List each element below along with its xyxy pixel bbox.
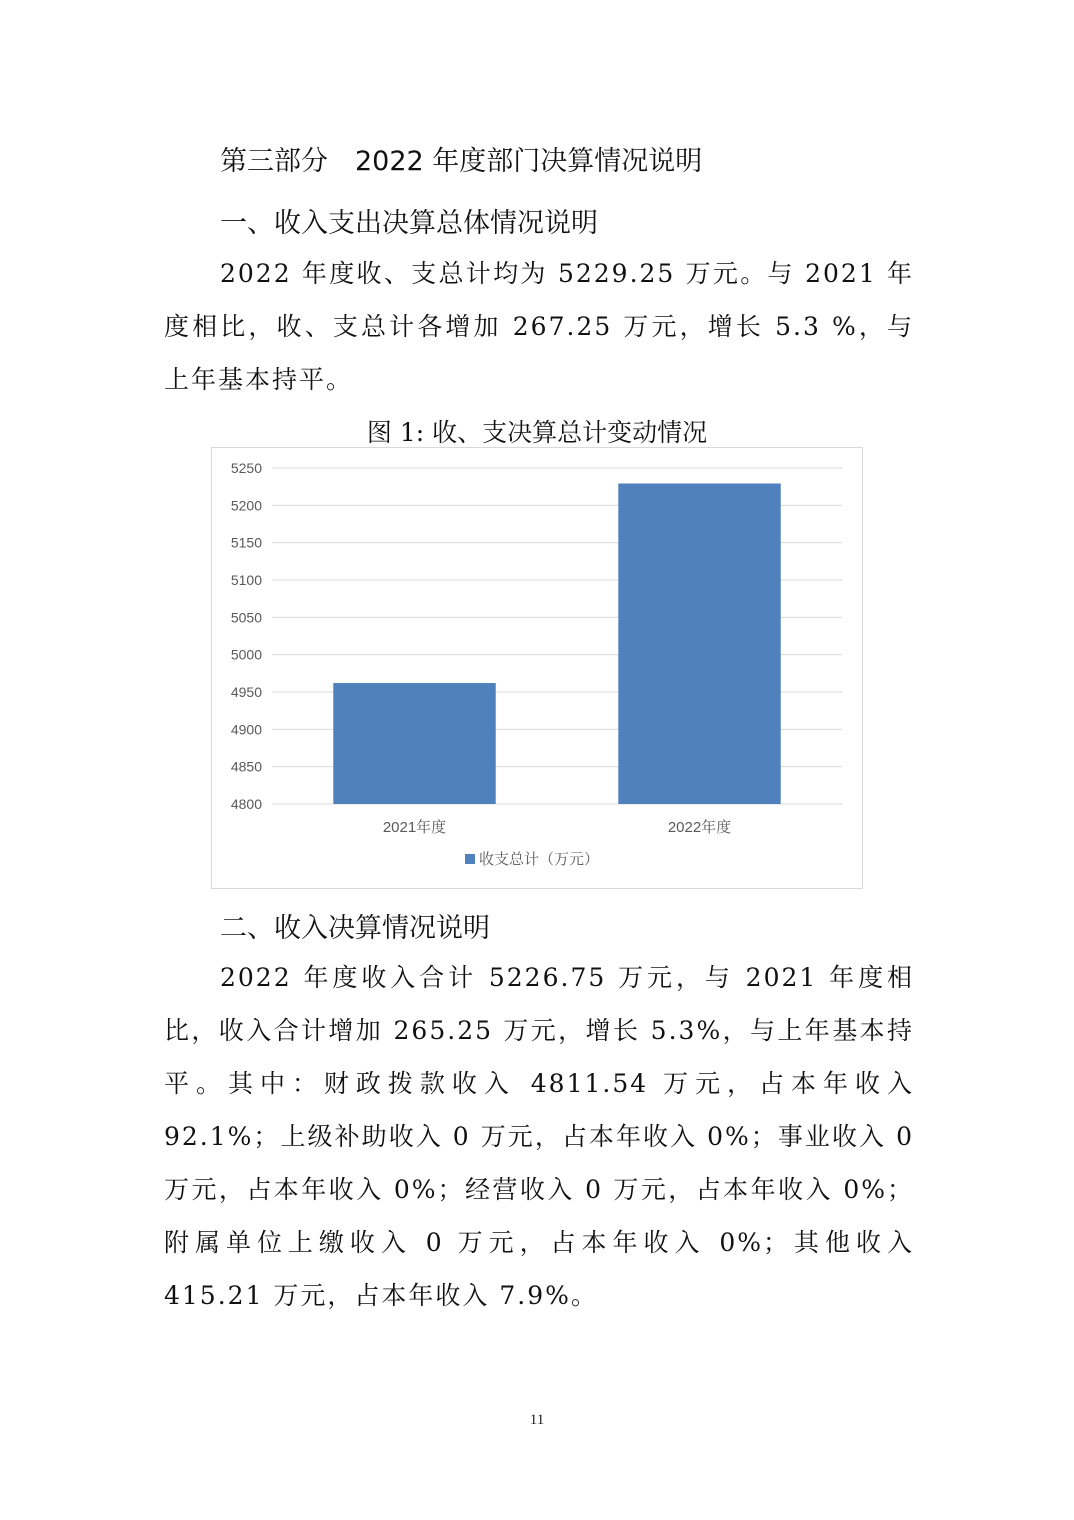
y-tick-label: 5150 bbox=[230, 534, 262, 551]
section1-title: 一、收入支出决算总体情况说明 bbox=[220, 208, 598, 239]
figure1-caption: 图 1: 收、支决算总计变动情况 bbox=[366, 418, 708, 447]
legend-swatch bbox=[465, 854, 475, 864]
section1-paragraph: 2022 年度收、支总计均为 5229.25 万元。与 2021 年度相比，收、支总计各增加 267.25 万元，增长 5.3 %，与上年基本持平。 bbox=[164, 259, 914, 394]
page-number: 11 bbox=[529, 1412, 545, 1428]
y-tick-label: 5100 bbox=[230, 572, 262, 588]
y-tick-label: 5250 bbox=[230, 460, 262, 476]
y-tick-label: 4950 bbox=[230, 684, 262, 700]
part-heading: 第三部分 2022 年度部门决算情况说明 bbox=[220, 146, 703, 177]
chart-svg bbox=[212, 448, 862, 888]
y-tick-label: 5000 bbox=[230, 646, 262, 663]
y-tick-label: 5050 bbox=[230, 609, 262, 626]
y-tick-label: 4900 bbox=[230, 721, 262, 738]
legend-label: 收支总计（万元） bbox=[479, 851, 600, 868]
x-tick-label: 2022年度 bbox=[667, 819, 732, 836]
y-tick-label: 4800 bbox=[230, 796, 262, 812]
bar bbox=[618, 483, 780, 804]
y-tick-label: 5200 bbox=[230, 497, 262, 514]
y-tick-label: 4850 bbox=[230, 758, 262, 775]
x-tick-label: 2021年度 bbox=[382, 819, 447, 836]
section2-paragraph: 2022 年度收入合计 5226.75 万元，与 2021 年度相比，收入合计增加 265.25 万元，增长 5.3%，与上年基本持平。其中：财政拨款收入 4811.54 万元，占本年收入 92.1%；上级补助收入 0 万元，占本年收入 0%；事业收入 0 万元，占本年收入 0%；经营收入 0 万元，占本年收入 0%；附属单位上缴收入 0 万元，占本年收入 0%；其他收入 415.21 万元，占本年收入 7.9%。 bbox=[164, 963, 914, 1310]
bar-chart bbox=[211, 447, 863, 889]
bar bbox=[333, 683, 495, 804]
section2-title: 二、收入决算情况说明 bbox=[220, 913, 490, 944]
